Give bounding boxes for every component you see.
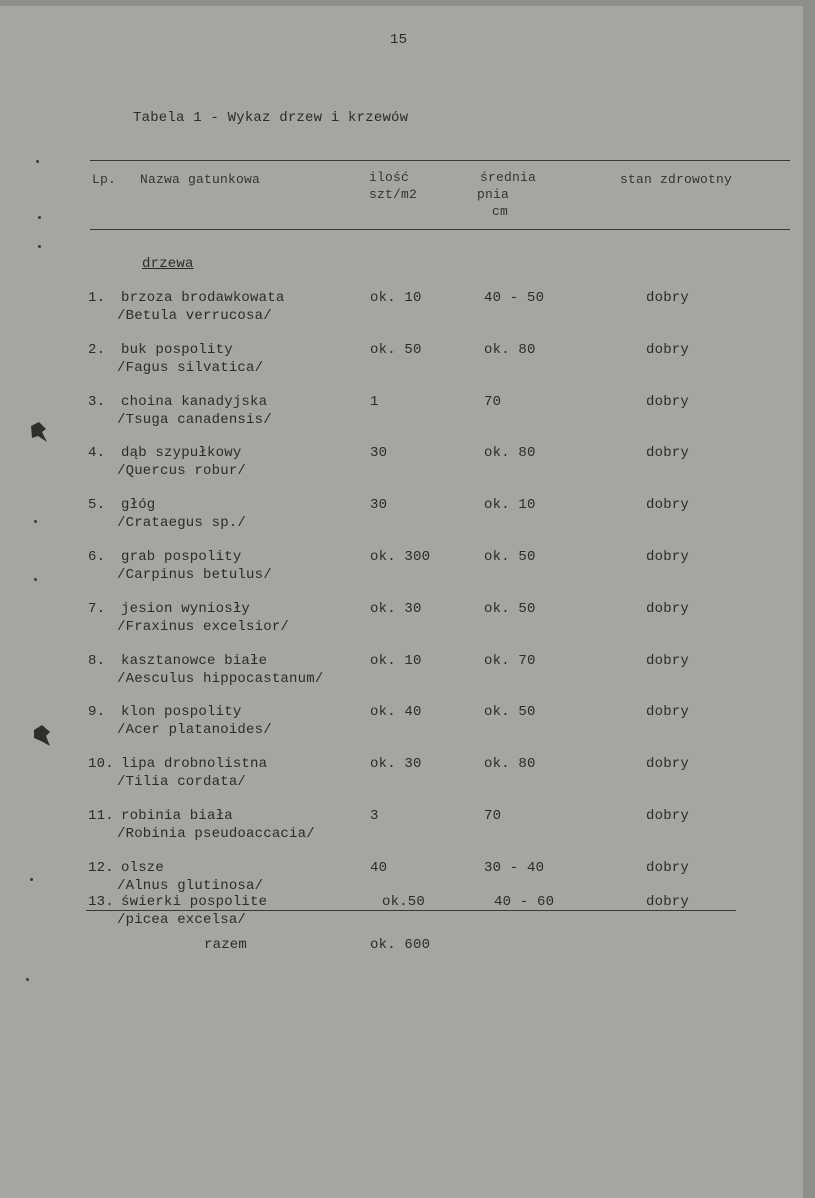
row-name: robinia biała [121, 808, 233, 824]
row-name: choina kanadyjska [121, 394, 268, 410]
row-13-qty: ok.50 [382, 894, 426, 910]
header-lp: Lp. [92, 172, 117, 187]
row-state: dobry [646, 653, 690, 669]
row-state: dobry [646, 808, 690, 824]
row-name: lipa drobnolistna [121, 756, 268, 772]
row-latin-name: /Betula verrucosa/ [117, 308, 272, 324]
section-label: drzewa [142, 256, 194, 272]
row-state: dobry [646, 497, 690, 513]
row-qty: ok. 10 [370, 653, 422, 669]
row-latin-name: /Crataegus sp./ [117, 515, 247, 531]
row-latin-name: /Alnus glutinosa/ [117, 878, 264, 894]
table-top-rule [90, 160, 790, 161]
row-13-diam: 40 - 60 [494, 894, 555, 910]
row-latin-name: /Quercus robur/ [117, 463, 247, 479]
header-qty-line1: ilość [369, 170, 410, 185]
scan-speck [30, 878, 33, 881]
row-name: dąb szypułkowy [121, 445, 242, 461]
row-qty: 30 [370, 497, 388, 513]
row-no: 10. [88, 756, 114, 772]
header-diam-line3: cm [492, 204, 509, 219]
row-qty: ok. 40 [370, 704, 422, 720]
row-no: 5. [88, 497, 106, 513]
row-diam: ok. 80 [484, 756, 536, 772]
row-no: 1. [88, 290, 106, 306]
row-latin-name: /Fraxinus excelsior/ [117, 619, 290, 635]
row-state: dobry [646, 290, 690, 306]
scan-speck [38, 216, 41, 219]
row-state: dobry [646, 549, 690, 565]
table-header-rule [90, 229, 790, 230]
row-13-name: świerki pospolite [121, 894, 268, 910]
row-diam: ok. 80 [484, 445, 536, 461]
row-name: kasztanowce białe [121, 653, 268, 669]
total-value: ok. 600 [370, 937, 431, 953]
row-latin-name: /Robinia pseudoaccacia/ [117, 826, 315, 842]
row-diam: ok. 10 [484, 497, 536, 513]
row-no: 4. [88, 445, 106, 461]
table-bottom-rule [86, 910, 736, 911]
row-state: dobry [646, 756, 690, 772]
row-latin-name: /Tsuga canadensis/ [117, 412, 272, 428]
row-state: dobry [646, 342, 690, 358]
row-latin-name: /Carpinus betulus/ [117, 567, 272, 583]
row-qty: ok. 300 [370, 549, 431, 565]
punch-mark-icon [28, 420, 50, 446]
scan-speck [26, 978, 29, 981]
row-state: dobry [646, 394, 690, 410]
row-state: dobry [646, 445, 690, 461]
row-latin-name: /Acer platanoides/ [117, 722, 272, 738]
scan-edge-top [0, 0, 815, 6]
row-no: 2. [88, 342, 106, 358]
row-13-no: 13. [88, 894, 114, 910]
row-qty: 1 [370, 394, 379, 410]
row-name: olsze [121, 860, 165, 876]
row-name: buk pospolity [121, 342, 233, 358]
header-diam-line2: pnia [477, 187, 510, 202]
row-latin-name: /Aesculus hippocastanum/ [117, 671, 324, 687]
row-state: dobry [646, 704, 690, 720]
row-name: brzoza brodawkowata [121, 290, 285, 306]
header-qty-line2: szt/m2 [369, 187, 418, 202]
row-qty: ok. 50 [370, 342, 422, 358]
row-13-latin: /picea excelsa/ [117, 912, 247, 928]
total-label: razem [204, 937, 248, 953]
row-qty: 3 [370, 808, 379, 824]
row-state: dobry [646, 601, 690, 617]
row-diam: ok. 50 [484, 601, 536, 617]
row-state: dobry [646, 860, 690, 876]
row-qty: ok. 10 [370, 290, 422, 306]
row-name: klon pospolity [121, 704, 242, 720]
punch-mark-icon [30, 722, 54, 750]
row-diam: ok. 80 [484, 342, 536, 358]
row-diam: 40 - 50 [484, 290, 545, 306]
page-number: 15 [390, 32, 408, 48]
row-no: 7. [88, 601, 106, 617]
row-diam: ok. 50 [484, 704, 536, 720]
header-name: Nazwa gatunkowa [140, 172, 261, 187]
row-name: jesion wyniosły [121, 601, 251, 617]
row-diam: 30 - 40 [484, 860, 545, 876]
row-no: 3. [88, 394, 106, 410]
row-diam: ok. 50 [484, 549, 536, 565]
row-qty: 30 [370, 445, 388, 461]
row-name: głóg [121, 497, 156, 513]
row-no: 9. [88, 704, 106, 720]
row-13-state: dobry [646, 894, 690, 910]
row-no: 11. [88, 808, 114, 824]
header-diam-line1: średnia [480, 170, 537, 185]
scan-speck [36, 160, 39, 163]
scan-speck [34, 578, 37, 581]
scan-edge-right [803, 0, 815, 1198]
row-no: 8. [88, 653, 106, 669]
table-caption: Tabela 1 - Wykaz drzew i krzewów [133, 110, 409, 126]
row-qty: 40 [370, 860, 388, 876]
row-no: 6. [88, 549, 106, 565]
row-diam: ok. 70 [484, 653, 536, 669]
scan-speck [34, 520, 37, 523]
row-qty: ok. 30 [370, 601, 422, 617]
scan-speck [38, 245, 41, 248]
row-latin-name: /Fagus silvatica/ [117, 360, 264, 376]
row-no: 12. [88, 860, 114, 876]
row-diam: 70 [484, 808, 502, 824]
row-latin-name: /Tilia cordata/ [117, 774, 247, 790]
row-qty: ok. 30 [370, 756, 422, 772]
row-name: grab pospolity [121, 549, 242, 565]
row-diam: 70 [484, 394, 502, 410]
header-health: stan zdrowotny [620, 172, 733, 187]
